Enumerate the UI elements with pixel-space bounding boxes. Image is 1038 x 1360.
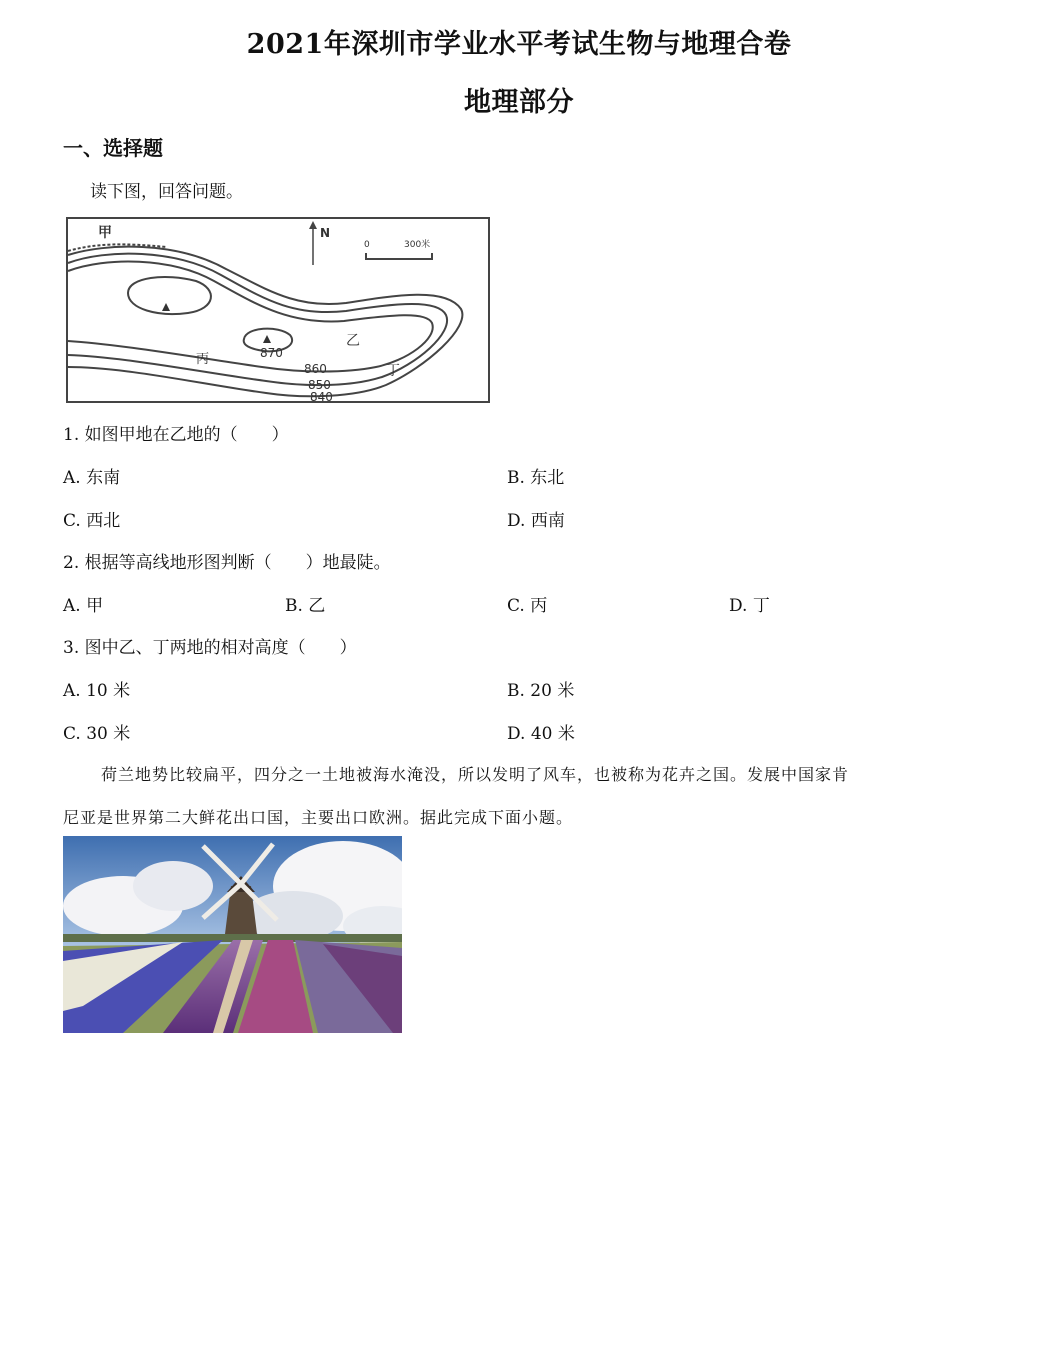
map-label-north: N bbox=[320, 226, 331, 240]
passage-line: 尼亚是世界第二大鲜花出口国，主要出口欧洲。据此完成下面小题。 bbox=[63, 808, 574, 827]
question-option: B. 乙 bbox=[285, 596, 326, 616]
question-stem: 3. 图中乙、丁两地的相对高度（ ） bbox=[63, 638, 357, 658]
question-option: B. 20 米 bbox=[507, 681, 575, 701]
question-option: C. 丙 bbox=[507, 596, 548, 616]
question-option: D. 西南 bbox=[507, 511, 565, 531]
contour-label: 850 bbox=[308, 378, 331, 392]
question-option: C. 西北 bbox=[63, 511, 121, 531]
question-option: C. 30 米 bbox=[63, 724, 131, 744]
question-option: A. 甲 bbox=[63, 596, 104, 616]
map-scale-end: 300米 bbox=[404, 240, 431, 250]
question-stem: 2. 根据等高线地形图判断（ ）地最陡。 bbox=[63, 553, 391, 573]
contour-label: 840 bbox=[310, 390, 333, 403]
contour-label: 870 bbox=[260, 346, 283, 360]
section-heading: 一、选择题 bbox=[63, 136, 163, 160]
exam-title: 2021年深圳市学业水平考试生物与地理合卷 bbox=[246, 29, 792, 60]
question-option: A. 10 米 bbox=[63, 681, 131, 701]
contour-map bbox=[66, 217, 490, 403]
question-stem: 1. 如图甲地在乙地的（ ） bbox=[63, 425, 289, 445]
map-label-yi: 乙 bbox=[346, 333, 360, 349]
contour-label: 860 bbox=[304, 362, 327, 376]
exam-subtitle: 地理部分 bbox=[464, 87, 574, 118]
map-label-ding: 丁 bbox=[386, 363, 400, 379]
intro-text: 读下图，回答问题。 bbox=[90, 182, 243, 202]
question-option: B. 东北 bbox=[507, 468, 565, 488]
question-option: D. 丁 bbox=[729, 596, 770, 616]
passage-line: 荷兰地势比较扁平，四分之一土地被海水淹没，所以发明了风车，也被称为花卉之国。发展中国家肯 bbox=[101, 765, 850, 784]
map-label-jia: 甲 bbox=[98, 225, 112, 241]
map-scale-zero: 0 bbox=[364, 240, 370, 250]
map-label-bing: 丙 bbox=[196, 352, 210, 367]
question-option: D. 40 米 bbox=[507, 724, 575, 744]
windmill-flower-field-photo bbox=[63, 836, 402, 1033]
question-option: A. 东南 bbox=[63, 468, 121, 488]
